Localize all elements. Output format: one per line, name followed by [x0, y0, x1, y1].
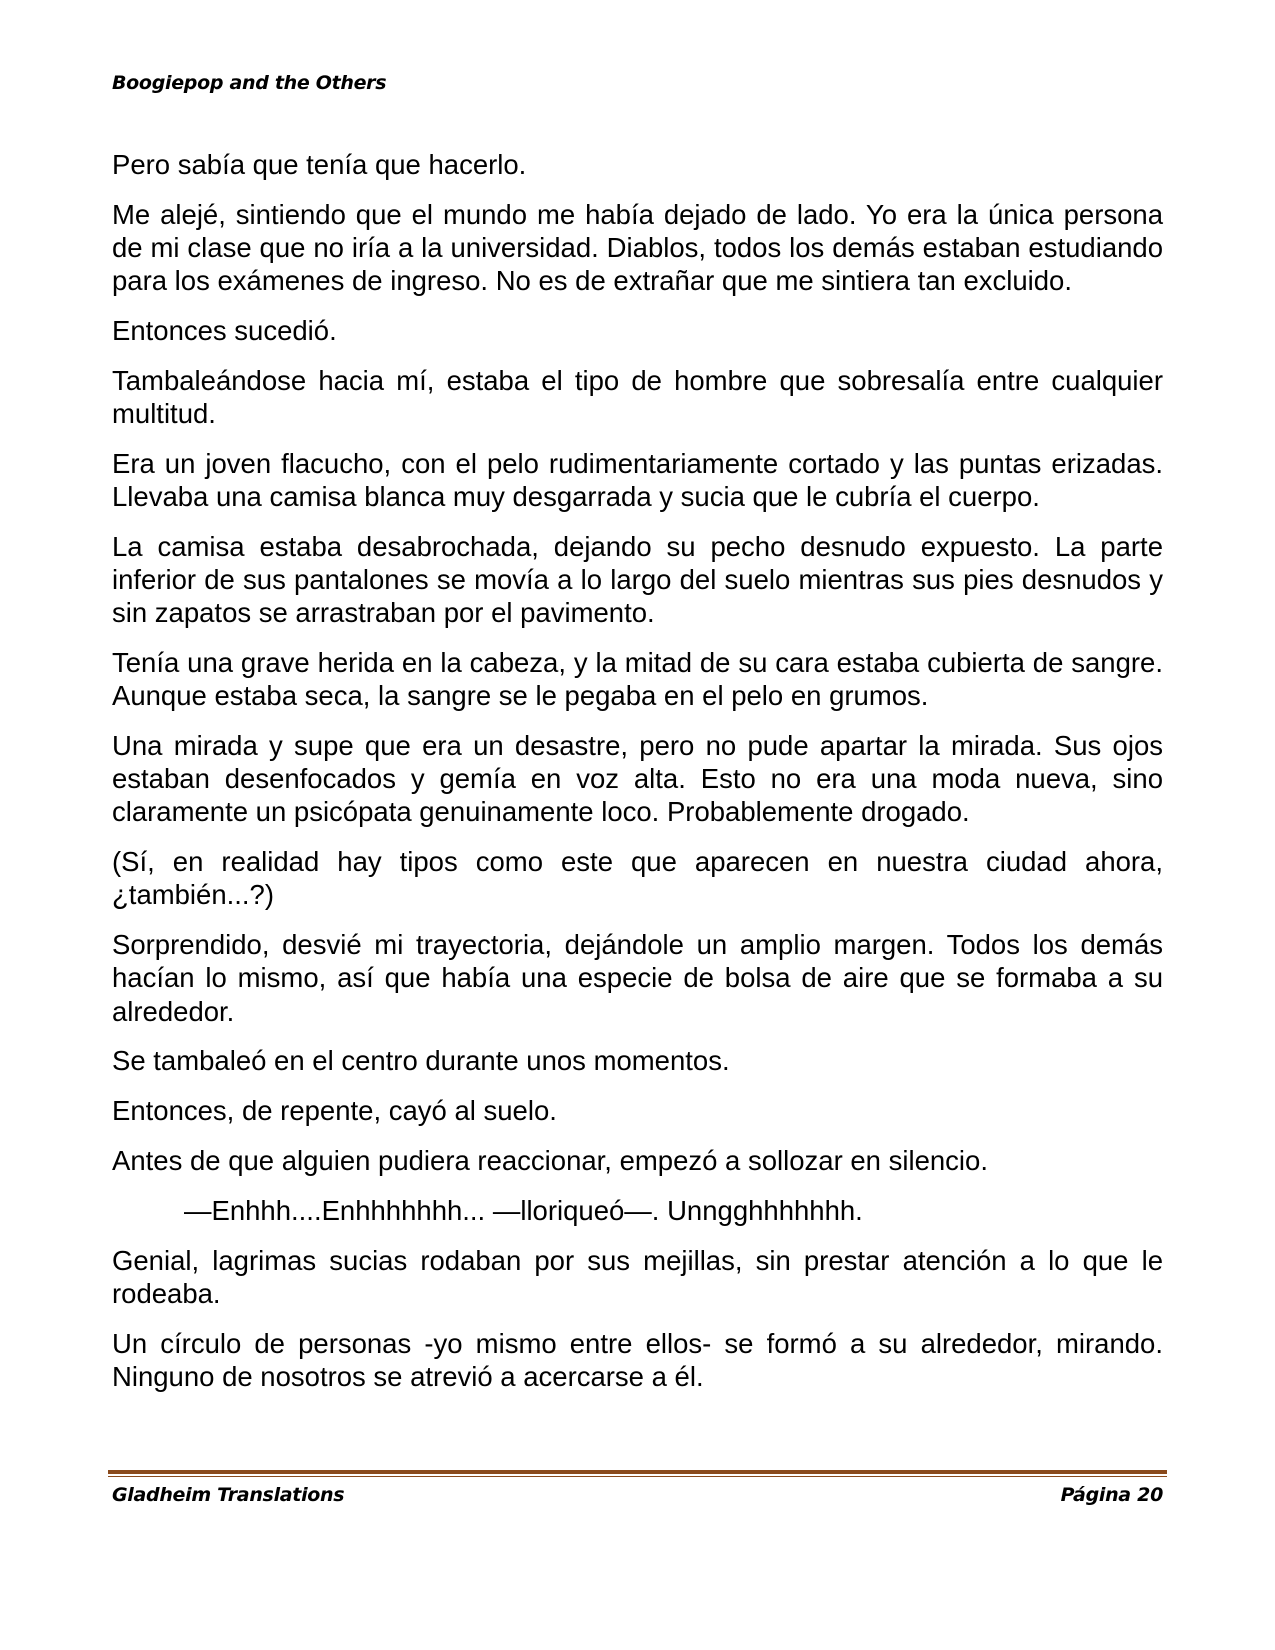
paragraph: Era un joven flacucho, con el pelo rudimentariamente cortado y las puntas erizadas. Llevaba una camisa blanca muy desgarrada y sucia que le cubría el cuerpo.	[112, 447, 1163, 512]
paragraph: La camisa estaba desabrochada, dejando su pecho desnudo expuesto. La parte inferior de sus pantalones se movía a lo largo del suelo mientras sus pies desnudos y sin zapatos se arrastraban por el pavimento.	[112, 530, 1163, 629]
paragraph: Antes de que alguien pudiera reaccionar, empezó a sollozar en silencio.	[112, 1145, 988, 1176]
dialogue-line: —Enhhh....Enhhhhhhh... —lloriqueó—. Unngghhhhhhh.	[184, 1194, 863, 1226]
paragraph: Tambaleándose hacia mí, estaba el tipo de hombre que sobresalía entre cualquier multitud.	[112, 364, 1163, 429]
paragraph: Sorprendido, desvié mi trayectoria, dejándole un amplio margen. Todos los demás hacían lo mismo, así que había una especie de bolsa de aire que se formaba a su alrededor.	[112, 929, 1163, 1027]
paragraph: Me alejé, sintiendo que el mundo me había dejado de lado. Yo era la única persona de mi clase que no iría a la universidad. Diablos, todos los demás estaban estudiando para los exámenes de ingreso. No es de extrañar que me sintiera tan excluido.	[112, 198, 1163, 297]
paragraph: Un círculo de personas -yo mismo entre ellos- se formó a su alrededor, mirando. Ninguno de nosotros se atrevió a acercarse a él.	[112, 1327, 1163, 1392]
paragraph: (Sí, en realidad hay tipos como este que aparecen en nuestra ciudad ahora, ¿también...?)	[112, 846, 1163, 911]
page-number: Página 20	[1060, 1484, 1163, 1506]
paragraph: Una mirada y supe que era un desastre, pero no pude apartar la mirada. Sus ojos estaban desenfocados y gemía en voz alta. Esto no era una moda nueva, sino claramente un psicópata genuinamente loco. Probablemente drogado.	[112, 730, 1163, 828]
paragraph: Tenía una grave herida en la cabeza, y la mitad de su cara estaba cubierta de sangre. Aunque estaba seca, la sangre se le pegaba en el pelo en grumos.	[112, 647, 1163, 712]
running-header: Boogiepop and the Others	[112, 72, 387, 94]
footer-rule-thick	[108, 1470, 1167, 1474]
paragraph: Entonces, de repente, cayó al suelo.	[112, 1095, 557, 1127]
footer-rule	[108, 1470, 1167, 1478]
paragraph: Se tambaleó en el centro durante unos momentos.	[112, 1045, 730, 1077]
footer-rule-thin	[108, 1476, 1167, 1477]
paragraph: Entonces sucedió.	[112, 315, 337, 346]
body-text	[112, 148, 1163, 1410]
footer-publisher: Gladheim Translations	[112, 1484, 345, 1506]
paragraph: Pero sabía que tenía que hacerlo.	[112, 149, 527, 180]
paragraph: Genial, lagrimas sucias rodaban por sus mejillas, sin prestar atención a lo que le rodeaba.	[112, 1244, 1163, 1309]
